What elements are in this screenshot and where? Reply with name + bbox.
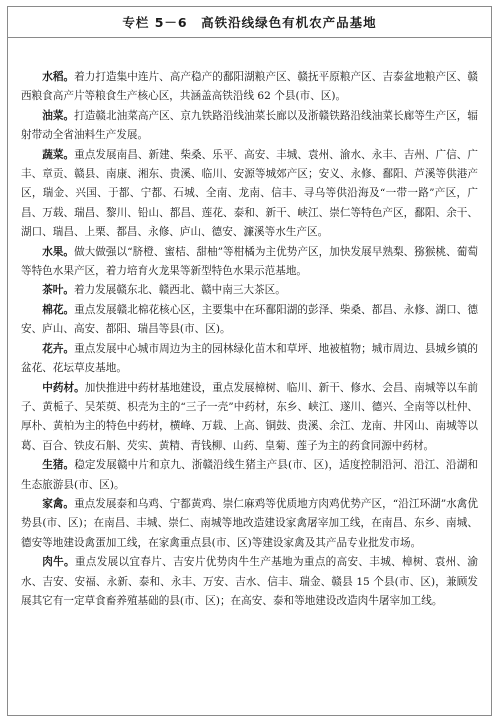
paragraph-text: 着力发展赣东北、赣西北、赣中南三大茶区。 [73, 284, 286, 297]
box-content [8, 38, 491, 611]
paragraph-text: 重点发展南昌、新建、柴桑、乐平、高安、丰城、袁州、渝水、永丰、吉州、广信、广丰、章贡、赣县、南康、湘东、贵溪、临川、安源等城郊产区；安义、永修、鄱阳、芦溪等供港产区，瑞金、兴国、于都、宁都、石城、全南、龙南、信丰、寻乌等供沿海及“一带一路”产区，广昌、万载、瑞昌、黎川、铅山、都昌、莲花、泰和、新干、峡江、崇仁等特色产区，鄱阳、余干、湖口、瑞昌、上栗、都昌、永修、庐山、德安、濂溪等水生产区。 [21, 148, 479, 239]
paragraph-fruit [21, 243, 478, 282]
paragraph-cotton [21, 301, 478, 340]
paragraph-rapeseed [21, 107, 478, 146]
paragraph-text: 重点发展中心城市周边为主的园林绿化苗木和草坪、地被植物；城市周边、县城乡镇的盆花、花坛草皮基地。 [21, 342, 479, 375]
paragraph-label: 家禽。 [42, 497, 75, 510]
paragraph-label: 水果。 [42, 245, 75, 258]
paragraph-text: 重点发展赣北棉花核心区，主要集中在环鄱阳湖的彭泽、柴桑、都昌、永修、湖口、德安、庐山、高安、都阳、瑞昌等县(市、区)。 [21, 303, 479, 336]
paragraph-tea [21, 281, 478, 300]
paragraph-rice [21, 68, 478, 107]
paragraph-label: 茶叶。 [42, 284, 74, 297]
paragraph-text: 着力打造集中连片、高产稳产的鄱阳湖粮产区、赣抚平原粮产区、吉泰盆地粮产区、赣西粮食高产片等粮食生产核心区，共涵盖高铁沿线 62 个县(市、区)。 [21, 71, 479, 103]
paragraph-beef-cattle [21, 553, 478, 611]
paragraph-flowers [21, 340, 478, 379]
paragraph-pigs [21, 456, 478, 495]
paragraph-herbs [21, 379, 478, 457]
paragraph-label: 蔬菜。 [42, 148, 75, 161]
paragraph-label: 水稻。 [42, 71, 75, 83]
paragraph-label: 棉花。 [42, 303, 75, 316]
paragraph-text: 重点发展泰和乌鸡、宁都黄鸡、崇仁麻鸡等优质地方肉鸡优势产区，“沿江环湖”水禽优势县(市、区)；在南昌、丰城、崇仁、南城等地改造建设家禽屠宰加工线，在南昌、东乡、南城、德安等地建设禽蛋加工线，在家禽重点县(市、区)等建设家禽及其产品专业批发市场。 [21, 497, 478, 549]
paragraph-label: 中药材。 [42, 381, 85, 394]
paragraph-label: 油菜。 [42, 109, 75, 122]
feature-box [7, 6, 492, 716]
paragraph-label: 肉牛。 [42, 556, 75, 569]
paragraph-poultry [21, 495, 478, 553]
paragraph-text: 做大做强以“脐橙、蜜桔、甜柚”等柑橘为主优势产区，加快发展早熟梨、猕猴桃、葡萄等特色水果产区，着力培育火龙果等新型特色水果示范基地。 [21, 245, 478, 278]
paragraph-text: 加快推进中药材基地建设，重点发展樟树、临川、新干、修水、会昌、南城等以车前子、黄栀子、吴茱萸、枳壳为主的“三子一壳”中药材，东乡、峡江、遂川、德兴、全南等以杜仲、厚朴、黄柏为主的特色中药材，横峰、万载、上高、铜鼓、贵溪、余江、龙南、井冈山、南城等以葛、百合、铁皮石斛、芡实、黄精、青钱柳、山药、皇菊、莲子为主的药食同源中药材。 [21, 381, 479, 452]
paragraph-label: 花卉。 [42, 342, 75, 355]
paragraph-text: 重点发展以宜春片、吉安片优势肉牛生产基地为重点的高安、丰城、樟树、袁州、渝水、吉安、安福、永新、泰和、永丰、万安、吉水、信丰、瑞金、赣县 15 个县(市、区)，兼顾发展其它有一定草食畜养殖基础的县(市、区)；在高安、泰和等地建设改造肉牛屠宰加工线。 [21, 556, 479, 607]
paragraph-label: 生猪。 [42, 459, 75, 472]
paragraph-vegetables [21, 146, 478, 243]
paragraph-text: 稳定发展赣中片和京九、浙赣沿线生猪主产县(市、区)，适度控制沿河、沿江、沿湖和生态旅游县(市、区)。 [21, 459, 479, 491]
paragraph-text: 打造赣北油菜高产区、京九铁路沿线油菜长廊以及浙赣铁路沿线油菜长廊等生产区，辐射带动全省油料生产发展。 [21, 109, 479, 142]
box-title: 专栏 5－6 高铁沿线绿色有机农产品基地 [8, 7, 491, 38]
